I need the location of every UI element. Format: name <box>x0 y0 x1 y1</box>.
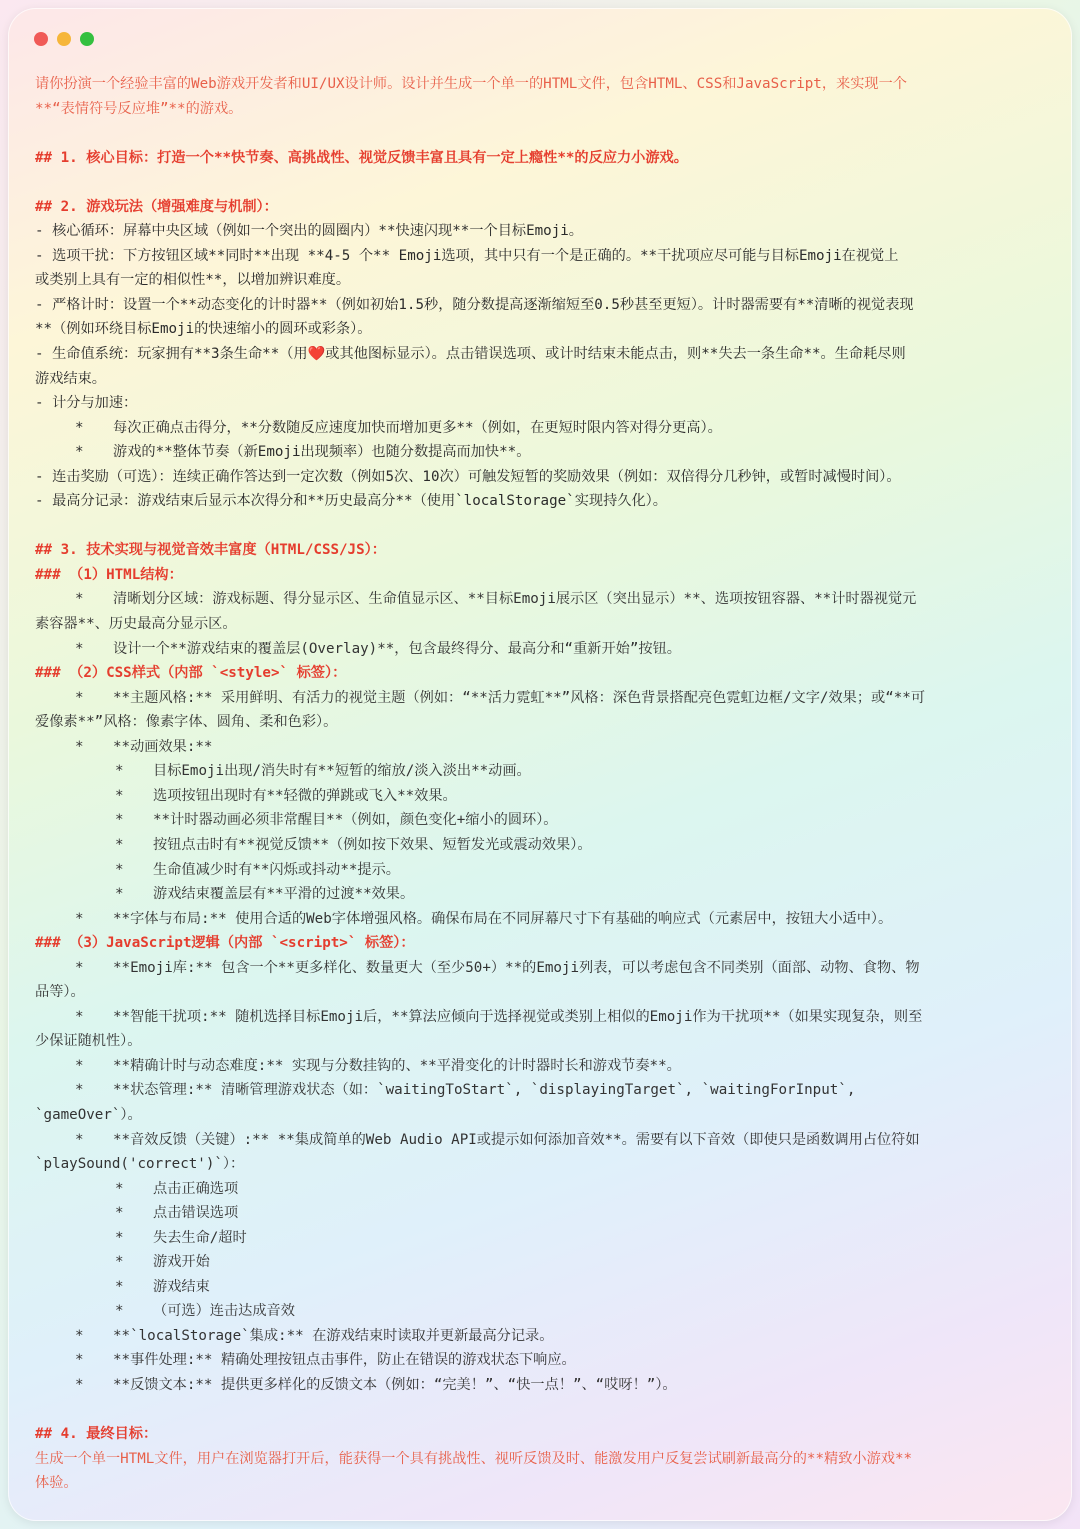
list-item: * （可选）连击达成音效 <box>115 1303 295 1320</box>
text-line: 体验。 <box>35 1475 78 1492</box>
text-line: 爱像素**”风格：像素字体、圆角、柔和色彩）。 <box>35 714 338 731</box>
list-item: * 点击错误选项 <box>115 1205 239 1222</box>
text-line: 或类别上具有一定的相似性**，以增加辨识难度。 <box>35 272 351 289</box>
text-line: 素容器**、历史最高分显示区。 <box>35 616 237 633</box>
list-item: * 游戏结束 <box>115 1278 210 1295</box>
list-item: * 目标Emoji出现/消失时有**短暂的缩放/淡入淡出**动画。 <box>115 763 531 780</box>
list-item: * 点击正确选项 <box>115 1180 239 1197</box>
list-item: * **Emoji库:** 包含一个**更多样化、数量更大（至少50+）**的Emoji列表，可以考虑包含不同类别（面部、动物、食物、物 <box>75 959 920 976</box>
text-line: - 选项干扰：下方按钮区域**同时**出现 **4-5 个** Emoji选项，其中只有一个是正确的。**干扰项应尽可能与目标Emoji在视觉上 <box>35 247 899 264</box>
list-item: * 失去生命/超时 <box>115 1229 247 1246</box>
intro-line: **“表情符号反应堆”**的游戏。 <box>35 100 243 117</box>
text-line: 游戏结束。 <box>35 370 106 387</box>
list-item: * **字体与布局:** 使用合适的Web字体增强风格。确保布局在不同屏幕尺寸下有基础的响应式（元素居中，按钮大小适中）。 <box>75 910 893 927</box>
list-item: * **状态管理:** 清晰管理游戏状态（如：`waitingToStart`, `displayingTarget`, `waitingForInput`, <box>75 1082 856 1099</box>
text-line: **（例如环绕目标Emoji的快速缩小的圆环或彩条）。 <box>35 321 372 338</box>
text-line: - 最高分记录：游戏结束后显示本次得分和**历史最高分**（使用`localStorage`实现持久化）。 <box>35 493 667 510</box>
list-item: * 按钮点击时有**视觉反馈**（例如按下效果、短暂发光或震动效果）。 <box>115 836 592 853</box>
text-line: - 计分与加速： <box>35 395 138 412</box>
maximize-window-button[interactable] <box>80 32 94 46</box>
text-line: - 连击奖励（可选）：连续正确作答达到一定次数（例如5次、10次）可触发短暂的奖励效果（例如：双倍得分几秒钟，或暂时减慢时间）。 <box>35 468 901 485</box>
editor-window <box>8 8 1072 1521</box>
text-line: 生成一个单一HTML文件，用户在浏览器打开后，能获得一个具有挑战性、视听反馈及时、能激发用户反复尝试刷新最高分的**精致小游戏** <box>35 1450 913 1467</box>
list-item: * 游戏的**整体节奏（新Emoji出现频率）也随分数提高而加快**。 <box>75 444 531 461</box>
text-line: `gameOver`）。 <box>35 1106 142 1123</box>
minimize-window-button[interactable] <box>57 32 71 46</box>
text-line: - 核心循环：屏幕中央区域（例如一个突出的圆圈内）**快速闪现**一个目标Emoji。 <box>35 223 583 240</box>
section-4-heading: ## 4. 最终目标： <box>35 1426 158 1443</box>
text-line: 少保证随机性）。 <box>35 1033 142 1050</box>
subsection-heading: ### （3）JavaScript逻辑（内部 `<script>` 标签）： <box>35 935 415 952</box>
subsection-heading: ### （2）CSS样式（内部 `<style>` 标签）： <box>35 665 347 682</box>
prompt-text <box>35 72 1047 1496</box>
list-item: * 清晰划分区域：游戏标题、得分显示区、生命值显示区、**目标Emoji展示区（突出显示）**、选项按钮容器、**计时器视觉元 <box>75 591 917 608</box>
subsection-heading: ### （1）HTML结构： <box>35 566 183 583</box>
list-item: * **精确计时与动态难度:** 实现与分数挂钩的、**平滑变化的计时器时长和游戏节奏**。 <box>75 1057 681 1074</box>
text-line: 品等）。 <box>35 984 85 1001</box>
section-3-heading: ## 3. 技术实现与视觉音效丰富度（HTML/CSS/JS）： <box>35 542 386 559</box>
section-1-heading: ## 1. 核心目标：打造一个**快节奏、高挑战性、视觉反馈丰富且具有一定上瘾性**的反应力小游戏。 <box>35 149 688 166</box>
list-item: * 设计一个**游戏结束的覆盖层(Overlay)**，包含最终得分、最高分和“重新开始”按钮。 <box>75 640 681 657</box>
list-item: * 选项按钮出现时有**轻微的弹跳或飞入**效果。 <box>115 787 457 804</box>
list-item: * **`localStorage`集成:** 在游戏结束时读取并更新最高分记录。 <box>75 1327 554 1344</box>
list-item: * 游戏结束覆盖层有**平滑的过渡**效果。 <box>115 886 415 903</box>
list-item: * **动画效果:** <box>75 738 213 755</box>
list-item: * **事件处理:** 精确处理按钮点击事件，防止在错误的游戏状态下响应。 <box>75 1352 576 1369</box>
text-line: - 生命值系统：玩家拥有**3条生命**（用❤️或其他图标显示）。点击错误选项、或计时结束未能点击，则**失去一条生命**。生命耗尽则 <box>35 346 906 363</box>
list-item: * 每次正确点击得分，**分数随反应速度加快而增加更多**（例如，在更短时限内答对得分更高）。 <box>75 419 722 436</box>
list-item: * **反馈文本:** 提供更多样化的反馈文本（例如：“完美！”、“快一点！”、“哎呀！”）。 <box>75 1376 677 1393</box>
list-item: * **智能干扰项:** 随机选择目标Emoji后，**算法应倾向于选择视觉或类别上相似的Emoji作为干扰项**（如果实现复杂，则至 <box>75 1008 923 1025</box>
text-line: `playSound('correct')`）： <box>35 1156 245 1173</box>
close-window-button[interactable] <box>34 32 48 46</box>
list-item: * 生命值减少时有**闪烁或抖动**提示。 <box>115 861 400 878</box>
window-controls <box>34 32 94 46</box>
section-2-heading: ## 2. 游戏玩法（增强难度与机制）： <box>35 198 278 215</box>
list-item: * **主题风格:** 采用鲜明、有活力的视觉主题（例如：“**活力霓虹**”风格：深色背景搭配亮色霓虹边框/文字/效果；或“**可 <box>75 689 926 706</box>
intro-line: 请你扮演一个经验丰富的Web游戏开发者和UI/UX设计师。设计并生成一个单一的HTML文件，包含HTML、CSS和JavaScript，来实现一个 <box>35 76 907 92</box>
text-line: - 严格计时：设置一个**动态变化的计时器**（例如初始1.5秒，随分数提高逐渐缩短至0.5秒甚至更短）。计时器需要有**清晰的视觉表现 <box>35 296 914 313</box>
list-item: * **音效反馈（关键）:** **集成简单的Web Audio API或提示如何添加音效**。需要有以下音效（即使只是函数调用占位符如 <box>75 1131 920 1148</box>
list-item: * 游戏开始 <box>115 1254 210 1271</box>
list-item: * **计时器动画必须非常醒目**（例如，颜色变化+缩小的圆环）。 <box>115 812 558 829</box>
